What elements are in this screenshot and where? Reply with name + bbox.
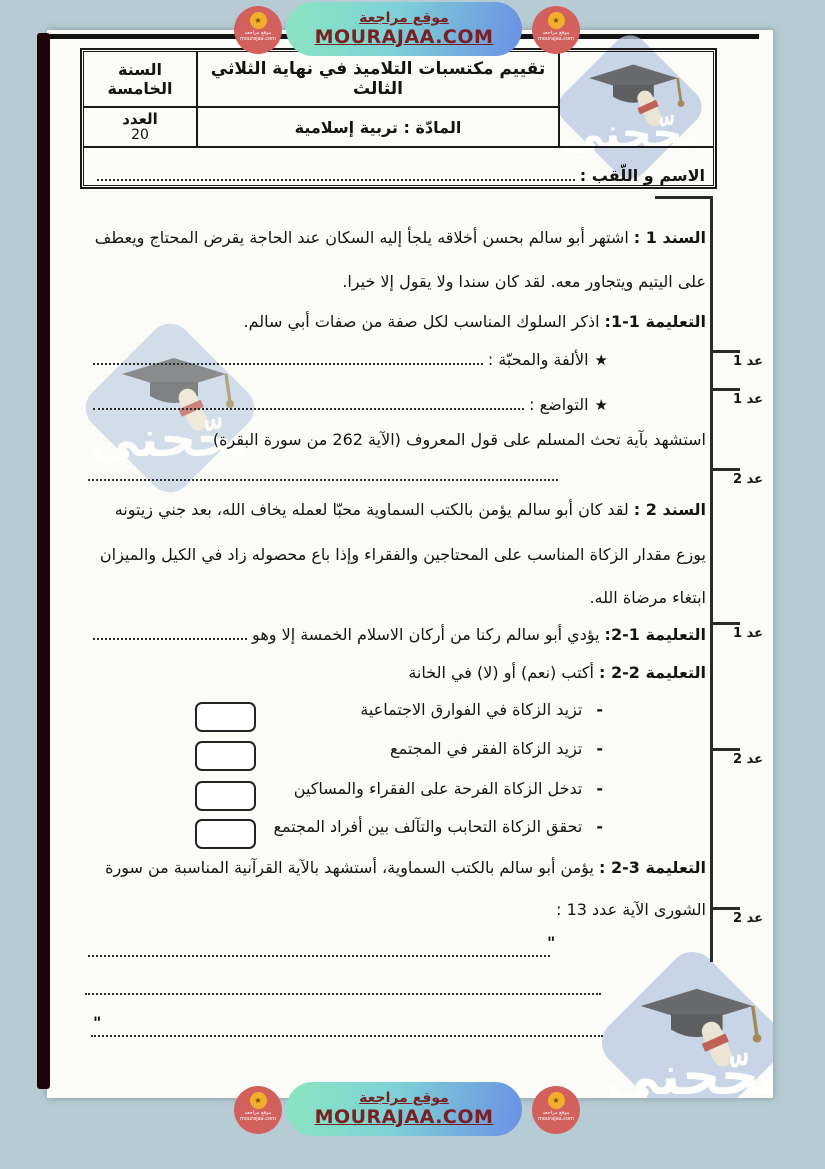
banner-domain-link[interactable]: MOURAJAA.COM [314,1106,494,1128]
badge-site-url: mourajaa.com [537,36,574,43]
mark-value-label: عد 2 [733,472,763,487]
top-site-banner [228,0,588,62]
checklist-item: -تزيد الزكاة في الفوارق الاجتماعية [360,700,603,719]
book-logo-icon: ★ [548,1092,565,1109]
answer-checkbox[interactable] [195,741,256,771]
scan-edge-strip [37,33,50,1089]
total-marks-cell [84,108,196,146]
subject-title: المادّة : تربية إسلامية [294,117,462,137]
answer-checkbox[interactable] [195,819,256,849]
checklist-item: -تحقق الزكاة التحابب والتآلف بين أفراد المجتمع [273,817,603,836]
checklist-item: -تدخل الزكاة الفرحة على الفقراء والمساكين [293,779,603,798]
instruction-1-1-label: التعليمة 1-1: [604,312,706,331]
badge-site-name: موقع مراجعة [542,1110,570,1116]
grade-level-cell: السنة الخامسة [107,60,173,98]
badge-site-url: mourajaa.com [239,1116,276,1123]
marks-box-edge [710,748,740,751]
star-bullet-icon: ★ [594,351,608,369]
exam-title: تقييم مكتسبات التلاميذ في نهاية الثلاثي الثالث [210,59,546,99]
badge-site-url: mourajaa.com [537,1116,574,1123]
instruction-2-3-label: التعليمة 3-2 : [598,858,706,877]
badge-site-name: موقع مراجعة [244,1110,272,1116]
marks-box-edge [710,907,740,910]
instruction-2-1-label: التعليمة 1-2: [604,625,706,644]
quran-prompt: استشهد بآية تحث المسلم على قول المعروف (الآية 262 من سورة البقرة) [212,430,706,449]
instruction-2-3: التعليمة 3-2 :يؤمن أبو سالم بالكتب السماوية، أستشهد بالآية القرآنية المناسبة من سورة [105,858,706,877]
bottom-site-banner [228,1080,588,1142]
instruction-2-2: التعليمة 2-2 :أكتب (نعم) أو (لا) في الخانة [408,663,706,682]
marks-box-edge [710,468,740,471]
text1-line1: السند 1 :اشتهر أبو سالم بحسن أخلاقه يلجأ إليه السكان عند الحاجة يقرض المحتاج ويعطف [94,228,706,247]
book-logo-icon: ★ [548,12,565,29]
exam-header-table [80,48,717,189]
instruction-2-1: التعليمة 1-2: يؤدي أبو سالم ركنا من أركان الاسلام الخمسة إلا وهو [88,625,706,644]
marks-box-edge [655,196,712,199]
checklist-item: -تزيد الزكاة الفقر في المجتمع [390,739,603,758]
badge-site-name: موقع مراجعة [244,30,272,36]
trait-label: التواضع : [529,395,589,414]
text2-line1: السند 2 :لقد كان أبو سالم يؤمن بالكتب السماوية محبّا لعمله يخاف الله، بعد جني زيتونه [114,500,706,519]
mark-value-label: عد 1 [733,354,763,369]
star-bullet-icon: ★ [594,396,608,414]
name-label: الاسم و اللّقب : [579,166,705,185]
banner-title-arabic: موقع مراجعة [359,1090,449,1106]
marks-column-border [710,196,713,962]
najjahni-watermark [585,935,773,1098]
marks-label: العدد [122,109,158,128]
list-dash: - [596,779,603,798]
quote-mark: " [93,1013,102,1032]
list-dash: - [596,739,603,758]
trait-answer-row [88,395,608,414]
site-badge-icon [532,1086,580,1134]
marks-total: 20 [131,126,149,143]
text2-label: السند 2 : [633,500,706,519]
answer-line[interactable] [88,952,550,957]
answer-line[interactable] [91,1032,603,1037]
marks-box-edge [710,350,740,353]
exam-sheet [47,30,773,1098]
badge-site-name: موقع مراجعة [542,30,570,36]
site-banner-pill [286,2,522,56]
student-name-row [88,148,709,192]
mark-value-label: عد 2 [733,752,763,767]
header-table-inner-border [83,51,714,186]
answer-checkbox[interactable] [195,781,256,811]
text1-line2: على اليتيم ويتجاور معه. لقد كان سندا ولا يقول إلا خيرا. [342,272,706,291]
mark-value-label: عد 1 [733,392,763,407]
answer-checkbox[interactable] [195,702,256,732]
site-badge-icon [234,1086,282,1134]
answer-line[interactable] [93,408,524,410]
banner-domain-link[interactable]: MOURAJAA.COM [314,26,494,48]
answer-line[interactable] [93,363,483,365]
text2-line2: يوزع مقدار الزكاة المناسب على المحتاجين والفقراء وإذا باع محصوله زاد في الكيل والميزان [99,545,706,564]
book-logo-icon: ★ [250,1092,267,1109]
site-badge-icon [532,6,580,54]
answer-line[interactable] [88,476,558,481]
text1-label: السند 1 : [633,228,706,247]
book-logo-icon: ★ [250,12,267,29]
badge-site-url: mourajaa.com [239,36,276,43]
list-dash: - [596,817,603,836]
answer-line[interactable] [85,990,601,995]
quote-mark: " [547,933,556,952]
instruction-2-2-label: التعليمة 2-2 : [598,663,706,682]
list-dash: - [596,700,603,719]
trait-answer-row [88,350,608,369]
name-answer-line[interactable] [97,179,575,181]
instruction-2-3-line2: الشورى الآية عدد 13 : [556,900,706,919]
site-badge-icon [234,6,282,54]
trait-label: الألفة والمحبّة : [487,350,589,369]
mark-value-label: عد 1 [733,626,763,641]
mark-value-label: عد 2 [733,911,763,926]
instruction-1-1: التعليمة 1-1:اذكر السلوك المناسب لكل صفة من صفات أبي سالم. [243,312,706,331]
answer-line[interactable] [93,638,247,640]
marks-box-edge [710,622,740,625]
banner-title-arabic: موقع مراجعة [359,10,449,26]
text2-line3: ابتغاء مرضاة الله. [589,588,706,607]
site-banner-pill [286,1082,522,1136]
marks-box-edge [710,388,740,391]
table-divider [558,52,560,146]
